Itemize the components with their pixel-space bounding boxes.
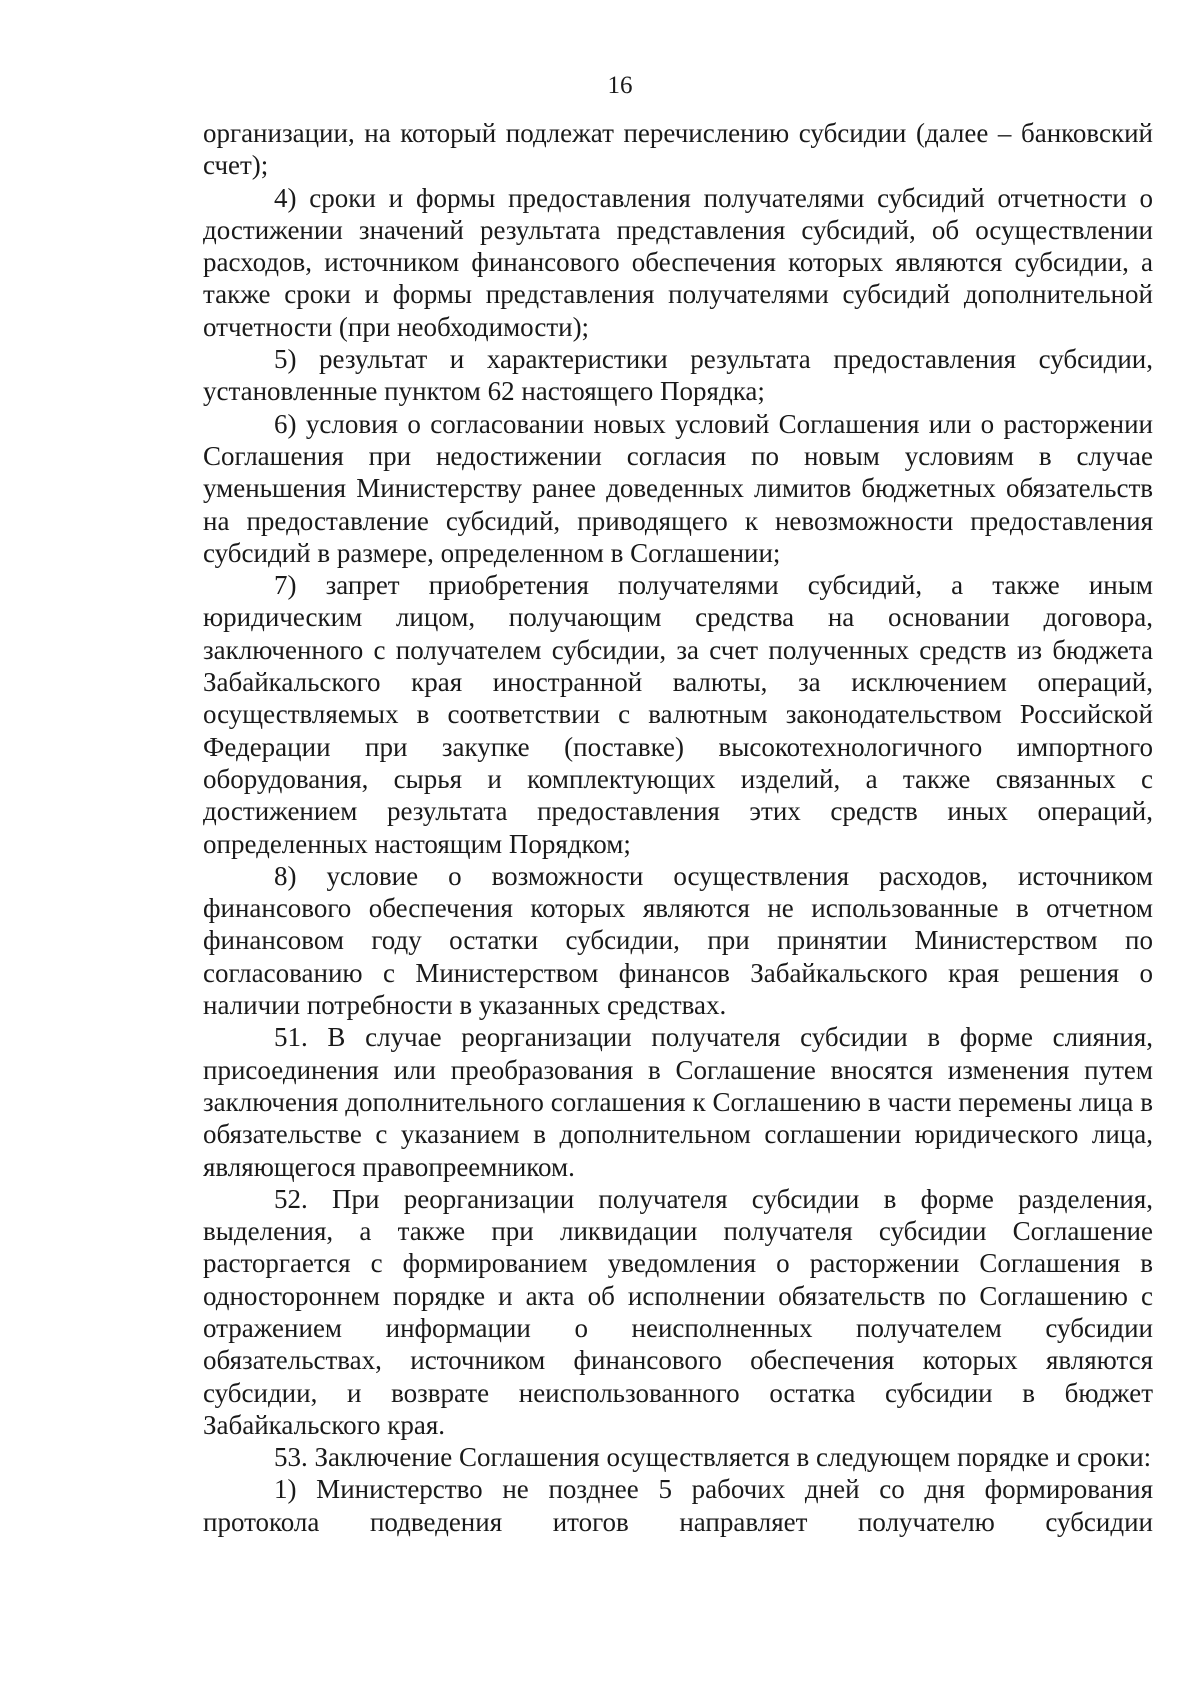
paragraph-section-51: 51. В случае реорганизации получателя субсидии в форме слияния, присоединения или преобразования в Соглашение вносятся изменения путем заключения дополнительного соглашения к Соглашению в части перемены лица в обязательстве с указанием в дополнительном соглашении юридического лица, являющегося правопреемником. bbox=[203, 1022, 1153, 1182]
paragraph-section-53: 53. Заключение Соглашения осуществляется в следующем порядке и сроки: bbox=[274, 1442, 1152, 1473]
paragraph-section-53-item-1: 1) Министерство не позднее 5 рабочих дней со дня формирования протокола подведения итогов направляет получателю субсидии bbox=[203, 1474, 1153, 1537]
paragraph-item-5: 5) результат и характеристики результата предоставления субсидии, установленные пунктом 62 настоящего Порядка; bbox=[203, 344, 1153, 407]
document-body bbox=[203, 117, 1153, 1538]
paragraph-continuation: организации, на который подлежат перечислению субсидии (далее – банковский счет); bbox=[203, 118, 1153, 181]
paragraph-item-8: 8) условие о возможности осуществления расходов, источником финансового обеспечения которых являются не использованные в отчетном финансовом году остатки субсидии, при принятии Министерством по согласованию с Министерством финансов Забайкальского края решения о наличии потребности в указанных средствах. bbox=[203, 860, 1153, 1021]
paragraph-item-6: 6) условия о согласовании новых условий Соглашения или о расторжении Соглашения при недостижении согласия по новым условиям в случае уменьшения Министерству ранее доведенных лимитов бюджетных обязательств на предоставление субсидий, приводящего к невозможности предоставления субсидий в размере, определенном в Соглашении; bbox=[203, 408, 1153, 568]
paragraph-section-52: 52. При реорганизации получателя субсидии в форме разделения, выделения, а также при ликвидации получателя субсидии Соглашение расторгается с формированием уведомления о расторжении Соглашения в одностороннем порядке и акта об исполнении обязательств по Соглашению с отражением информации о неисполненных получателем субсидии обязательствах, источником финансового обеспечения которых являются субсидии, и возврате неиспользованного остатка субсидии в бюджет Забайкальского края. bbox=[203, 1183, 1153, 1440]
paragraph-item-7: 7) запрет приобретения получателями субсидий, а также иным юридическим лицом, получающим средства на основании договора, заключенного с получателем субсидии, за счет полученных средств из бюджета Забайкальского края иностранной валюты, за исключением операций, осуществляемых в соответствии с валютным законодательством Российской Федерации при закупке (поставке) высокотехнологичного импортного оборудования, сырья и комплектующих изделий, а также связанных с достижением результата предоставления этих средств иных операций, определенных настоящим Порядком; bbox=[203, 570, 1153, 859]
paragraph-item-4: 4) сроки и формы предоставления получателями субсидий отчетности о достижении значений результата представления субсидий, об осуществлении расходов, источником финансового обеспечения которых являются субсидии, а также сроки и формы представления получателями субсидий дополнительной отчетности (при необходимости); bbox=[203, 182, 1153, 342]
page-number: 16 bbox=[607, 72, 633, 99]
